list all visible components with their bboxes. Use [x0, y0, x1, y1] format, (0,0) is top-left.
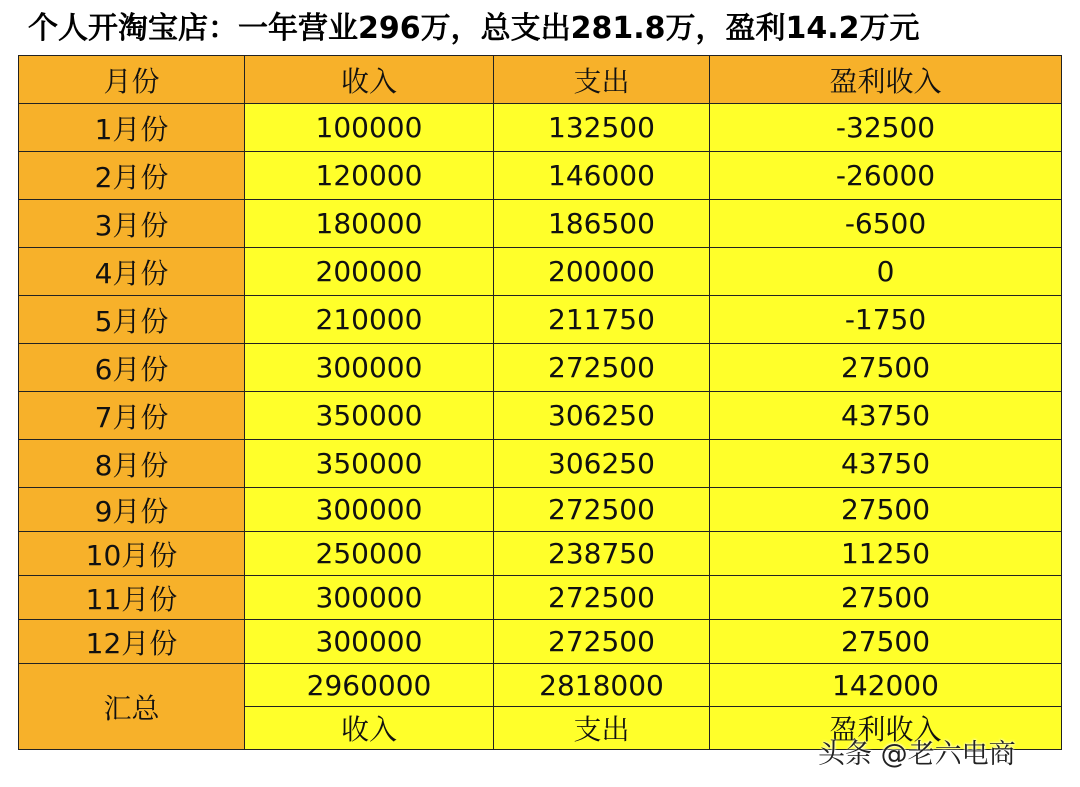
income-cell: 300000	[245, 488, 494, 532]
income-cell: 100000	[245, 104, 494, 152]
month-cell: 10月份	[19, 532, 245, 576]
income-cell: 300000	[245, 344, 494, 392]
month-cell: 12月份	[19, 620, 245, 664]
table-row	[19, 620, 1062, 664]
table-row	[19, 296, 1062, 344]
expense-cell: 211750	[494, 296, 710, 344]
month-cell: 1月份	[19, 104, 245, 152]
income-cell: 300000	[245, 620, 494, 664]
expense-cell: 306250	[494, 392, 710, 440]
table-row	[19, 576, 1062, 620]
expense-cell: 186500	[494, 200, 710, 248]
table-row	[19, 344, 1062, 392]
income-cell: 180000	[245, 200, 494, 248]
income-cell: 210000	[245, 296, 494, 344]
expense-cell: 272500	[494, 344, 710, 392]
month-cell: 6月份	[19, 344, 245, 392]
expense-cell: 306250	[494, 440, 710, 488]
profit-cell: 11250	[710, 532, 1062, 576]
month-cell: 3月份	[19, 200, 245, 248]
profit-cell: -1750	[710, 296, 1062, 344]
income-cell: 350000	[245, 440, 494, 488]
summary-label: 汇总	[19, 664, 245, 750]
month-cell: 11月份	[19, 576, 245, 620]
income-cell: 300000	[245, 576, 494, 620]
expense-cell: 146000	[494, 152, 710, 200]
income-cell: 200000	[245, 248, 494, 296]
month-cell: 2月份	[19, 152, 245, 200]
profit-cell: 27500	[710, 576, 1062, 620]
income-cell: 120000	[245, 152, 494, 200]
table-row	[19, 488, 1062, 532]
page-title: 个人开淘宝店：一年营业296万，总支出281.8万，盈利14.2万元	[28, 11, 920, 46]
profit-table	[18, 55, 1062, 750]
header-profit: 盈利收入	[710, 56, 1062, 104]
expense-cell: 272500	[494, 576, 710, 620]
month-cell: 7月份	[19, 392, 245, 440]
table-row	[19, 200, 1062, 248]
profit-cell: -26000	[710, 152, 1062, 200]
profit-cell: 43750	[710, 392, 1062, 440]
month-cell: 8月份	[19, 440, 245, 488]
watermark: 头条 @老六电商	[818, 739, 1016, 770]
expense-cell: 132500	[494, 104, 710, 152]
summary-income-label: 收入	[245, 707, 494, 750]
table-row	[19, 104, 1062, 152]
table-row	[19, 440, 1062, 488]
month-cell: 4月份	[19, 248, 245, 296]
summary-profit-label: 盈利收入	[710, 707, 1062, 750]
header-row	[19, 56, 1062, 104]
summary-row	[19, 664, 1062, 707]
header-income: 收入	[245, 56, 494, 104]
summary-income: 2960000	[245, 664, 494, 707]
summary-expense-label: 支出	[494, 707, 710, 750]
summary-profit: 142000	[710, 664, 1062, 707]
profit-cell: -32500	[710, 104, 1062, 152]
summary-expense: 2818000	[494, 664, 710, 707]
profit-cell: 27500	[710, 488, 1062, 532]
income-cell: 250000	[245, 532, 494, 576]
table-row	[19, 392, 1062, 440]
table-row	[19, 532, 1062, 576]
table-row	[19, 248, 1062, 296]
month-cell: 5月份	[19, 296, 245, 344]
profit-cell: 27500	[710, 344, 1062, 392]
month-cell: 9月份	[19, 488, 245, 532]
income-cell: 350000	[245, 392, 494, 440]
header-expense: 支出	[494, 56, 710, 104]
expense-cell: 272500	[494, 488, 710, 532]
profit-cell: -6500	[710, 200, 1062, 248]
expense-cell: 272500	[494, 620, 710, 664]
expense-cell: 200000	[494, 248, 710, 296]
profit-cell: 43750	[710, 440, 1062, 488]
expense-cell: 238750	[494, 532, 710, 576]
table-row	[19, 152, 1062, 200]
header-month: 月份	[19, 56, 245, 104]
profit-cell: 27500	[710, 620, 1062, 664]
profit-cell: 0	[710, 248, 1062, 296]
